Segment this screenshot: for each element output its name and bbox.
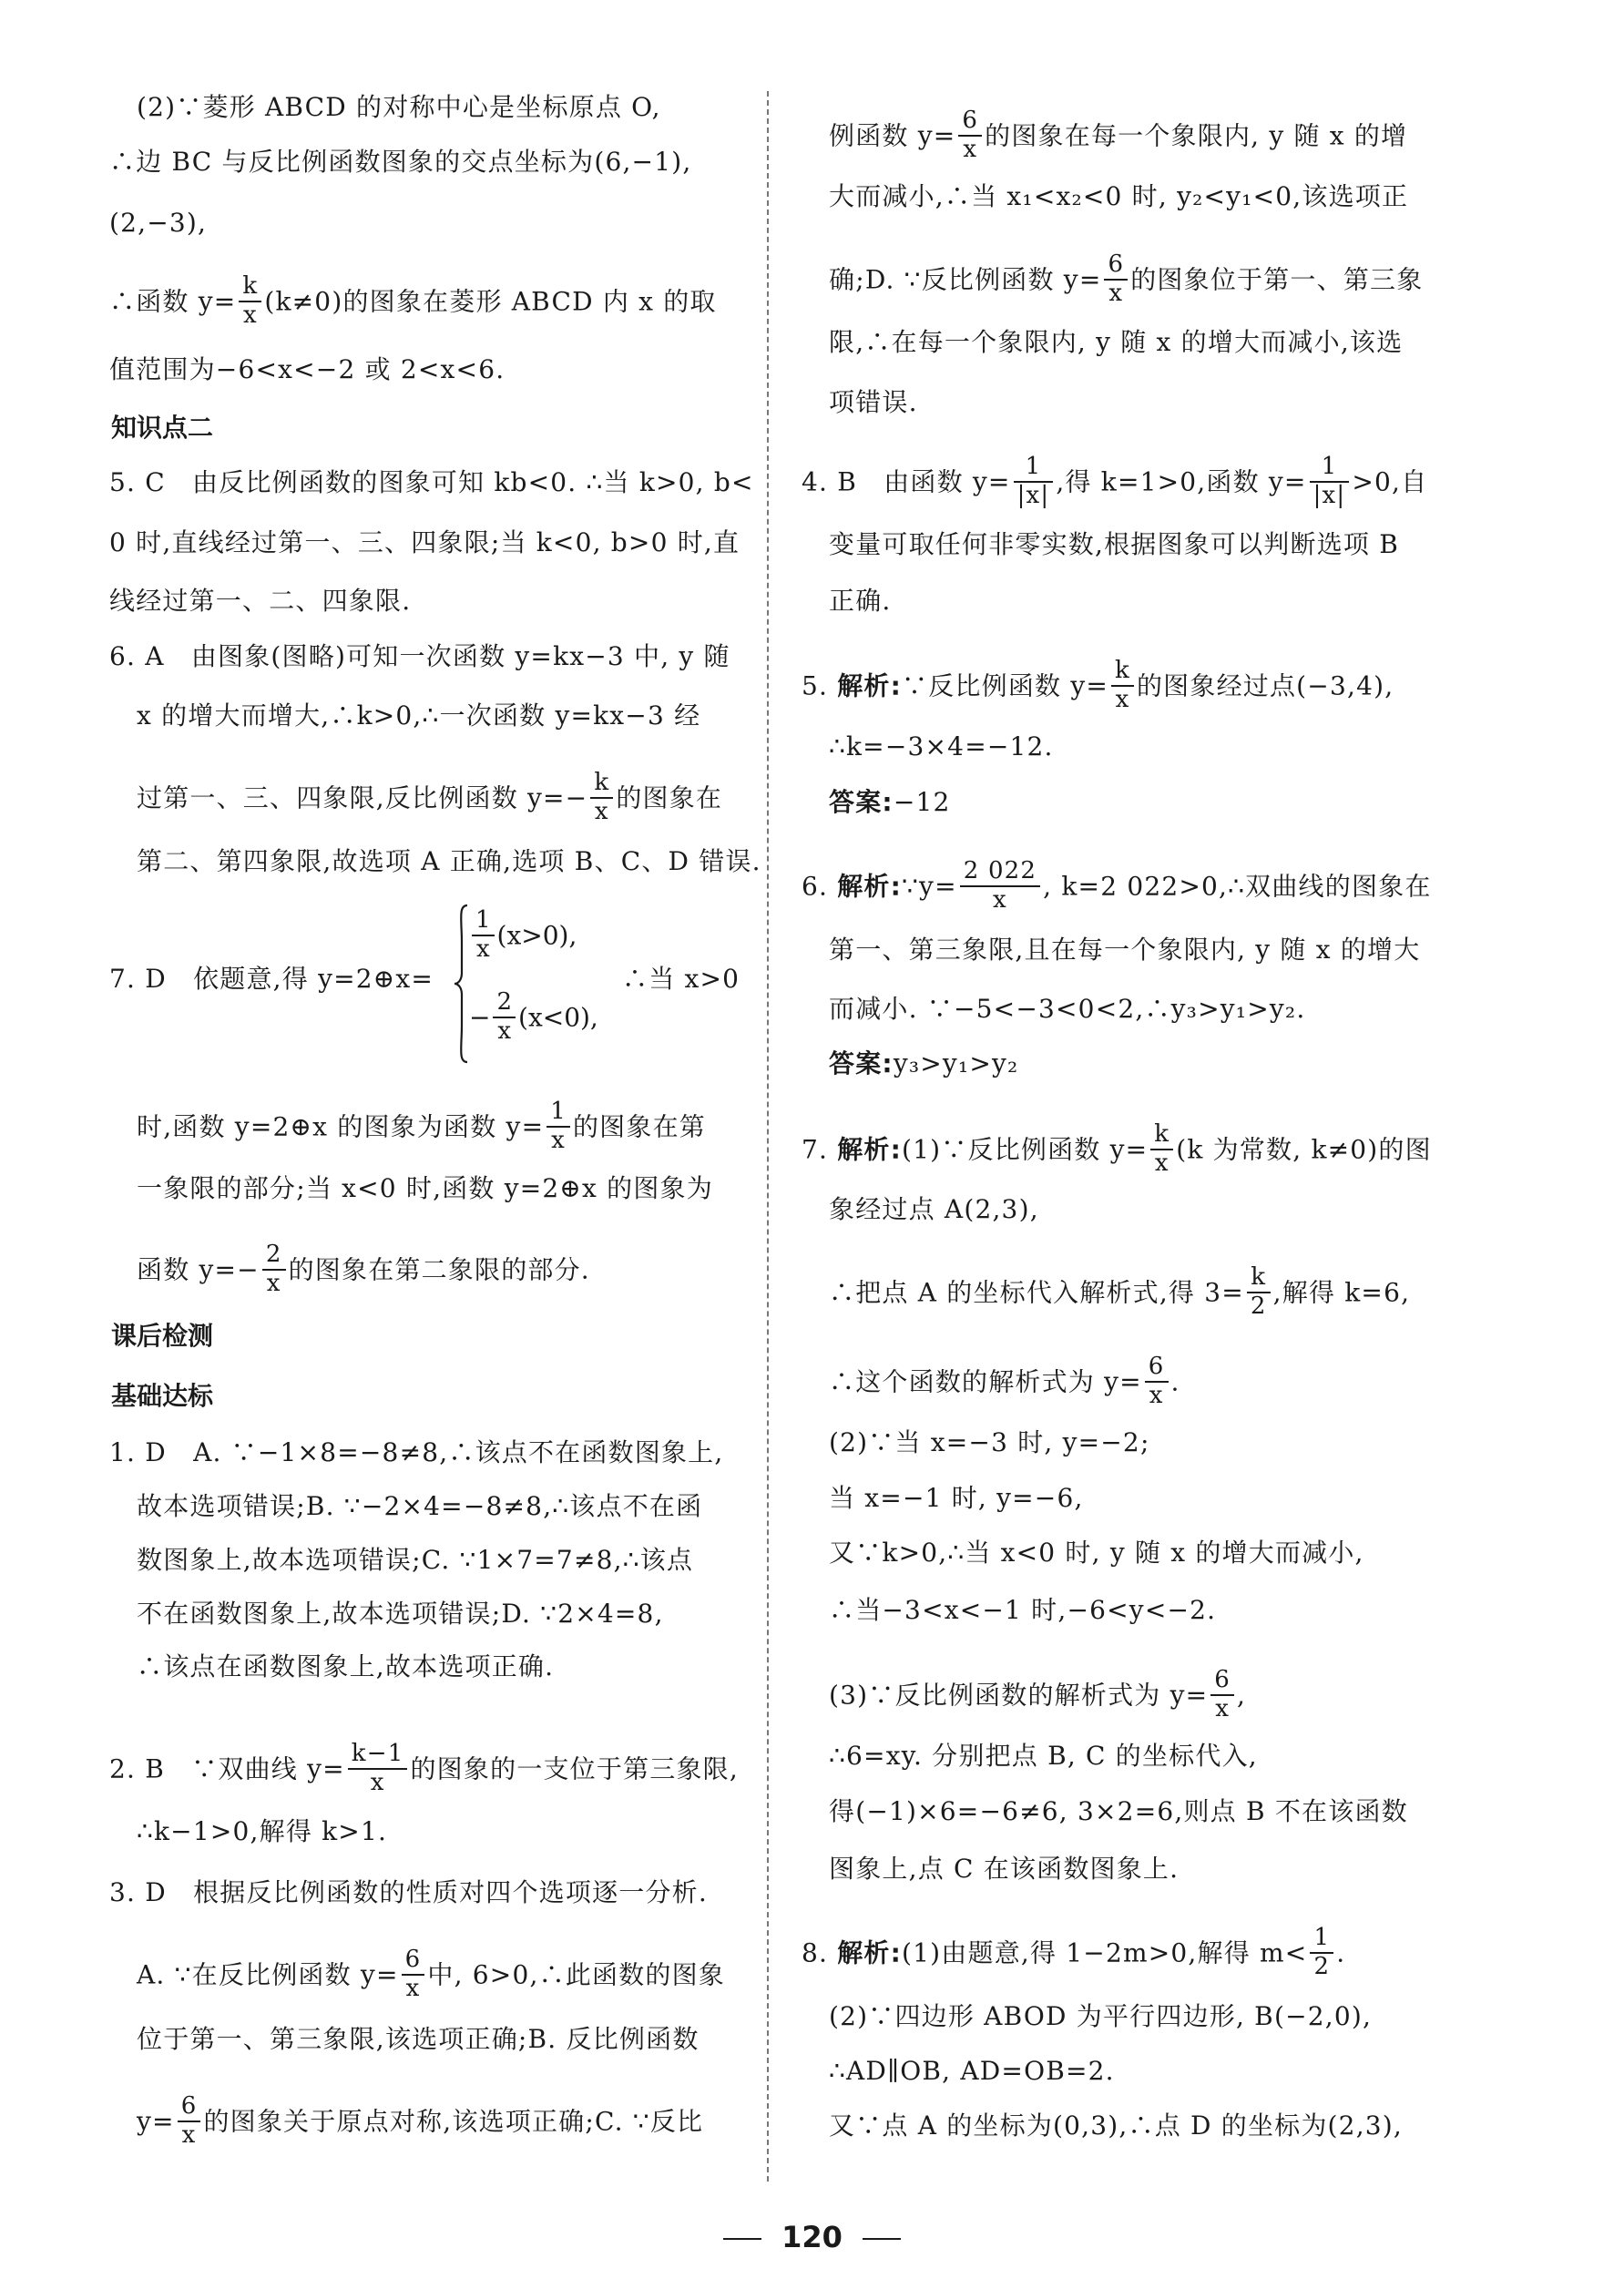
text-line: (2,−3),	[109, 208, 208, 238]
text-line: y= $\frac{6}{x}$ 的图象关于原点对称,该选项正确;C. ∵反比	[137, 2092, 704, 2149]
text-line: 项错误.	[829, 387, 918, 417]
fraction: $\frac{k}{2}$	[1247, 1264, 1271, 1321]
text-line: ∴把点 A 的坐标代入解析式,得 3= $\frac{k}{2}$ ,解得 k=6,	[829, 1263, 1411, 1320]
text-line: 数图象上,故本选项错误;C. ∵1×7=7≠8,∴该点	[137, 1545, 694, 1575]
answer-line: 答案:y₃>y₁>y₂	[829, 1048, 1019, 1078]
fraction: $\frac{k-1}{x}$	[348, 1741, 408, 1797]
text-line: (2)∵菱形 ABCD 的对称中心是坐标原点 O,	[137, 92, 661, 122]
text-line: 得(−1)×6=−6≠6, 3×2=6,则点 B 不在该函数	[829, 1796, 1408, 1826]
answer-label: 答案:	[829, 1048, 894, 1078]
text-line: 时,函数 y=2⊕x 的图象为函数 y= $\frac{1}{x}$ 的图象在第	[137, 1098, 706, 1154]
text-line: 1. D A. ∵−1×8=−8≠8,∴该点不在函数图象上,	[109, 1437, 724, 1467]
section-heading: 知识点二	[111, 413, 214, 443]
fraction: $\frac{6}{x}$	[178, 2093, 201, 2150]
fraction: $\frac{6}{x}$	[1210, 1667, 1234, 1723]
text-line: 4. B 由函数 y= $\frac{1}{|x|}$ ,得 k=1>0,函数 y= $\frac{1}{|x|}$ >0,自	[802, 453, 1428, 509]
fraction: $\frac{1}{|x|}$	[1014, 454, 1054, 510]
text-line: 2. B ∵双曲线 y= $\frac{k-1}{x}$ 的图象的一支位于第三象限,	[109, 1740, 739, 1796]
fraction: $\frac{2}{x}$	[262, 1242, 286, 1298]
text-line: 又∵k>0,∴当 x<0 时, y 随 x 的增大而减小,	[829, 1538, 1364, 1568]
text-line: 而减小. ∵−5<−3<0<2,∴y₃>y₁>y₂.	[829, 994, 1306, 1024]
text-line: ∴边 BC 与反比例函数图象的交点坐标为(6,−1),	[109, 147, 692, 177]
analysis-label: 解析:	[837, 1134, 903, 1165]
fraction: $\frac{k}{x}$	[590, 770, 613, 826]
fraction: $\frac{6}{x}$	[1104, 251, 1128, 308]
fraction: $\frac{k}{x}$	[239, 273, 261, 330]
column-divider	[767, 91, 769, 2182]
text-line: 象经过点 A(2,3),	[829, 1194, 1039, 1224]
text-line: ∴k−1>0,解得 k>1.	[137, 1816, 388, 1846]
text-line: 第二、第四象限,故选项 A 正确,选项 B、C、D 错误.	[137, 846, 761, 876]
text-line: ∴当−3<x<−1 时,−6<y<−2.	[829, 1595, 1217, 1625]
fraction: $\frac{1}{2}$	[1310, 1925, 1333, 1981]
answer-line: 答案:−12	[829, 787, 951, 817]
text-line: 不在函数图象上,故本选项错误;D. ∵2×4=8,	[137, 1599, 664, 1629]
fraction: $\frac{2}{x}$	[493, 989, 516, 1046]
text-line: 第一、第三象限,且在每一个象限内, y 随 x 的增大	[829, 935, 1421, 965]
fraction: $\frac{6}{x}$	[958, 107, 982, 164]
text-line: 线经过第一、二、四象限.	[109, 586, 412, 616]
analysis-label: 解析:	[837, 871, 903, 902]
text-line: 过第一、三、四象限,反比例函数 y=− $\frac{k}{x}$ 的图象在	[137, 769, 723, 825]
page-footer	[0, 2220, 1624, 2254]
fraction: $\frac{1}{x}$	[546, 1099, 570, 1155]
page-number: 120	[781, 2220, 843, 2254]
text-line: 值范围为−6<x<−2 或 2<x<6.	[109, 354, 506, 384]
text-line: 例函数 y= $\frac{6}{x}$ 的图象在每一个象限内, y 随 x 的增	[829, 107, 1408, 163]
text-line: 5. C 由反比例函数的图象可知 kb<0. ∴当 k>0, b<	[109, 467, 754, 497]
text-line: 6. 解析:∵y= $\frac{2 022}{x}$ , k=2 022>0,∴双曲线的图象在	[802, 857, 1432, 914]
fraction: $\frac{6}{x}$	[402, 1947, 425, 2003]
case-positive: $\frac{1}{x}$ (x>0),	[469, 909, 577, 973]
text-line: (3)∵反比例函数的解析式为 y= $\frac{6}{x}$ ,	[829, 1666, 1247, 1722]
text-line: 正确.	[829, 586, 892, 616]
text-line: (2)∵当 x=−3 时, y=−2;	[829, 1427, 1150, 1457]
text-line: 7. D 依题意,得 y=2⊕x=	[109, 964, 434, 994]
fraction: $\frac{k}{x}$	[1150, 1121, 1173, 1178]
text-line: 图象上,点 C 在该函数图象上.	[829, 1854, 1180, 1884]
fraction: $\frac{1}{|x|}$	[1310, 454, 1350, 510]
text-line: (2)∵四边形 ABOD 为平行四边形, B(−2,0),	[829, 2001, 1373, 2031]
text-line: 3. D 根据反比例函数的性质对四个选项逐一分析.	[109, 1877, 708, 1907]
text-line: ∴这个函数的解析式为 y= $\frac{6}{x}$ .	[829, 1353, 1180, 1409]
text-line: ∴该点在函数图象上,故本选项正确.	[137, 1651, 555, 1681]
fraction: $\frac{1}{x}$	[472, 907, 495, 964]
footer-dash	[863, 2238, 901, 2240]
text-line: 确;D. ∵反比例函数 y= $\frac{6}{x}$ 的图象位于第一、第三象	[829, 250, 1424, 307]
text-line: ∴k=−3×4=−12.	[829, 731, 1054, 761]
text-line: x 的增大而增大,∴k>0,∴一次函数 y=kx−3 经	[137, 700, 701, 731]
section-heading: 课后检测	[111, 1321, 214, 1351]
text-line: 大而减小,∴当 x₁<x₂<0 时, y₂<y₁<0,该选项正	[829, 181, 1409, 211]
text-line: 故本选项错误;B. ∵−2×4=−8≠8,∴该点不在函	[137, 1491, 703, 1521]
text-line: 当 x=−1 时, y=−6,	[829, 1483, 1084, 1513]
text-line: 一象限的部分;当 x<0 时,函数 y=2⊕x 的图象为	[137, 1173, 713, 1203]
piecewise-cases	[453, 902, 598, 1066]
text-line: ∴函数 y= $\frac{k}{x}$ (k≠0)的图象在菱形 ABCD 内 x 的取	[109, 272, 717, 329]
fraction: $\frac{k}{x}$	[1111, 658, 1134, 714]
subsection-heading: 基础达标	[111, 1381, 214, 1411]
text-line: 6. A 由图象(图略)可知一次函数 y=kx−3 中, y 随	[109, 641, 730, 671]
text-line: ∴当 x>0	[622, 964, 741, 994]
fraction: $\frac{2 022}{x}$	[960, 858, 1040, 915]
text-line: 5. 解析:∵反比例函数 y= $\frac{k}{x}$ 的图象经过点(−3,4),	[802, 657, 1394, 713]
fraction: $\frac{6}{x}$	[1145, 1354, 1169, 1410]
text-line: ∴AD∥OB, AD=OB=2.	[829, 2056, 1115, 2086]
text-line: 位于第一、第三象限,该选项正确;B. 反比例函数	[137, 2024, 700, 2054]
analysis-label: 解析:	[837, 1937, 903, 1968]
left-brace	[453, 902, 471, 1066]
case-negative: − $\frac{2}{x}$ (x<0),	[469, 988, 598, 1045]
text-line: 函数 y=− $\frac{2}{x}$ 的图象在第二象限的部分.	[137, 1241, 590, 1297]
answer-label: 答案:	[829, 787, 894, 817]
analysis-label: 解析:	[837, 670, 903, 701]
text-line: 8. 解析:(1)由题意,得 1−2m>0,解得 m< $\frac{1}{2}$ .	[802, 1924, 1346, 1980]
text-line: 变量可取任何非零实数,根据图象可以判断选项 B	[829, 529, 1399, 559]
text-line: A. ∵在反比例函数 y= $\frac{6}{x}$ 中, 6>0,∴此函数的图象	[137, 1946, 725, 2002]
text-line: 又∵点 A 的坐标为(0,3),∴点 D 的坐标为(2,3),	[829, 2110, 1404, 2141]
text-line: 限,∴在每一个象限内, y 随 x 的增大而减小,该选	[829, 327, 1404, 357]
text-line: 0 时,直线经过第一、三、四象限;当 k<0, b>0 时,直	[109, 527, 741, 557]
footer-dash	[723, 2238, 761, 2240]
text-line: 7. 解析:(1)∵反比例函数 y= $\frac{k}{x}$ (k 为常数, k≠0)的图	[802, 1120, 1432, 1177]
text-line: ∴6=xy. 分别把点 B, C 的坐标代入,	[829, 1741, 1258, 1771]
